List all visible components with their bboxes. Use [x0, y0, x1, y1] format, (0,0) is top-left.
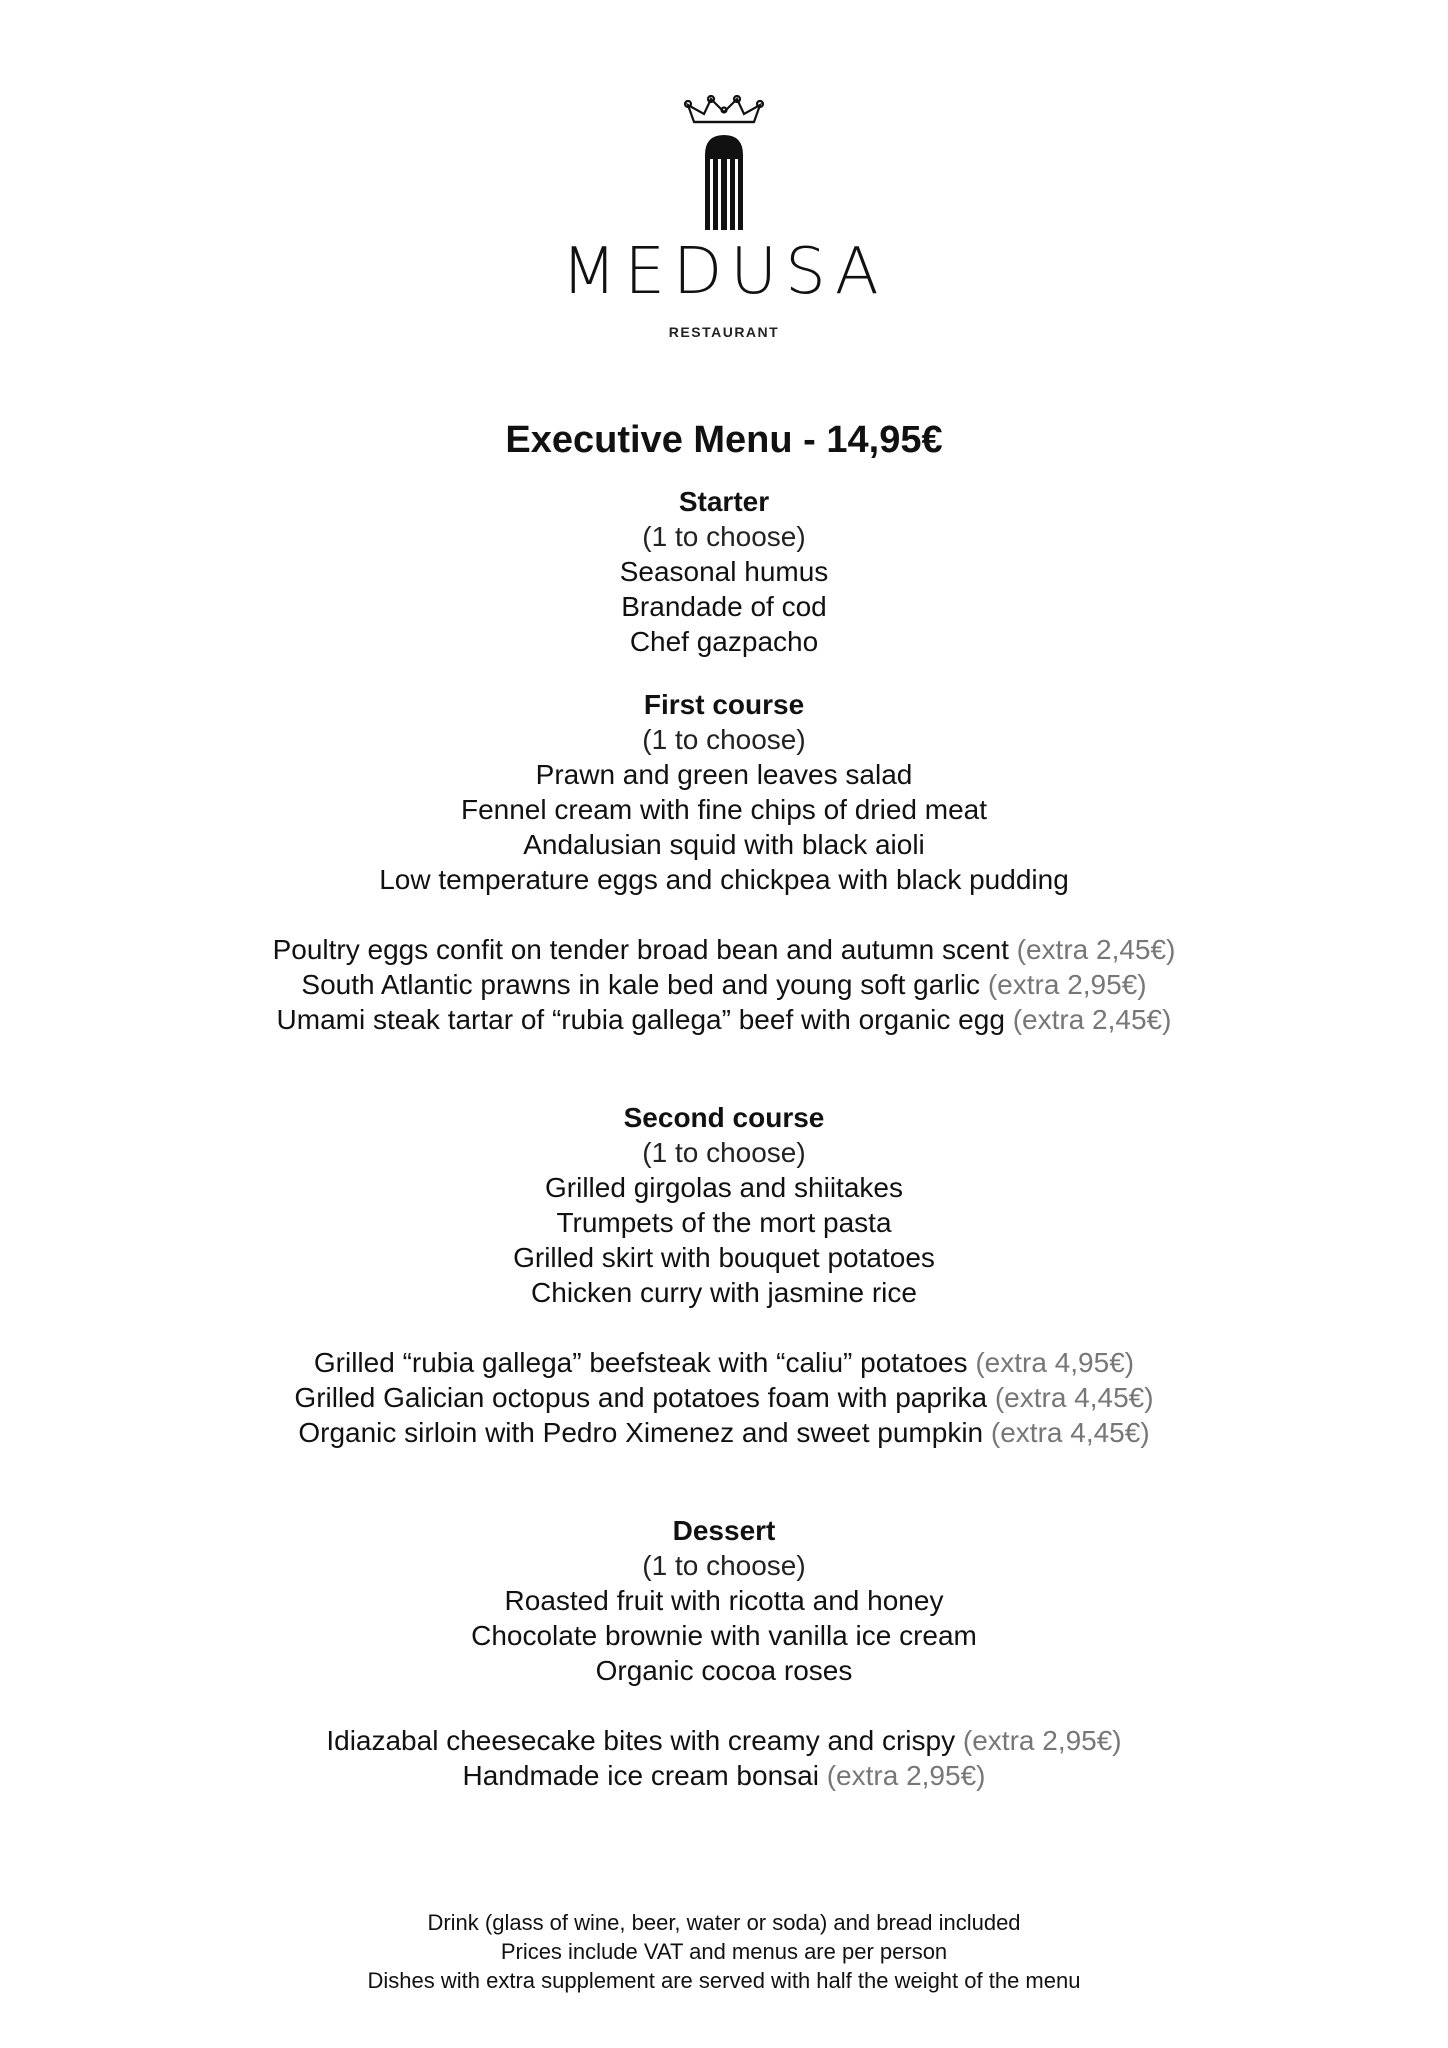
section-title-dessert: Dessert — [672, 1515, 776, 1546]
menu-item-extra — [0, 1723, 1448, 1758]
menu-item-extra — [0, 1380, 1448, 1415]
footer-note: Prices include VAT and menus are per person — [500, 1939, 948, 1964]
menu-item: Chocolate brownie with vanilla ice cream — [471, 1620, 977, 1651]
second-course-section — [0, 1100, 1448, 1450]
menu-item: Prawn and green leaves salad — [535, 759, 913, 790]
extra-price: (extra 2,95€) — [962, 1725, 1122, 1756]
first-course-section — [0, 687, 1448, 1037]
second-course-choose-note: (1 to choose) — [642, 1137, 806, 1168]
extra-item-name: Idiazabal cheesecake bites with creamy and crispy — [326, 1725, 956, 1756]
extra-item-name: Grilled “rubia gallega” beefsteak with “caliu” potatoes — [313, 1347, 968, 1378]
menu-item: Fennel cream with fine chips of dried meat — [460, 794, 988, 825]
first-course-choose-note: (1 to choose) — [642, 724, 806, 755]
extra-price: (extra 4,45€) — [990, 1417, 1150, 1448]
menu-item: Roasted fruit with ricotta and honey — [504, 1585, 944, 1616]
restaurant-logo — [0, 95, 1448, 340]
section-title-second-course: Second course — [623, 1102, 825, 1133]
extra-price: (extra 4,95€) — [975, 1347, 1135, 1378]
menu-item: Grilled girgolas and shiitakes — [545, 1172, 903, 1203]
footer-notes — [0, 1908, 1448, 1995]
extra-item-name: Umami steak tartar of “rubia gallega” beef with organic egg — [276, 1004, 1005, 1035]
menu-item: Seasonal humus — [619, 556, 829, 587]
dessert-choose-note: (1 to choose) — [642, 1550, 806, 1581]
menu-item: Chicken curry with jasmine rice — [531, 1277, 917, 1308]
footer-note: Drink (glass of wine, beer, water or soda) and bread included — [427, 1910, 1021, 1935]
extra-item-name: Poultry eggs confit on tender broad bean and autumn scent — [272, 934, 1009, 965]
menu-content — [0, 410, 1448, 1821]
extra-price: (extra 2,95€) — [987, 969, 1147, 1000]
menu-item: Low temperature eggs and chickpea with black pudding — [379, 864, 1069, 895]
brand-name: MEDUSA — [561, 235, 887, 309]
extra-item-name: South Atlantic prawns in kale bed and young soft garlic — [301, 969, 981, 1000]
extra-price: (extra 2,45€) — [1012, 1004, 1172, 1035]
menu-item-extra — [0, 967, 1448, 1002]
menu-item: Andalusian squid with black aioli — [523, 829, 925, 860]
menu-item-extra — [0, 1415, 1448, 1450]
extra-item-name: Organic sirloin with Pedro Ximenez and sweet pumpkin — [298, 1417, 984, 1448]
starter-choose-note: (1 to choose) — [642, 521, 806, 552]
dessert-section — [0, 1513, 1448, 1793]
extra-item-name: Handmade ice cream bonsai — [462, 1760, 819, 1791]
menu-title: Executive Menu - 14,95€ — [505, 419, 943, 461]
menu-item: Grilled skirt with bouquet potatoes — [513, 1242, 935, 1273]
menu-item: Trumpets of the mort pasta — [556, 1207, 892, 1238]
extra-price: (extra 2,45€) — [1016, 934, 1176, 965]
footer-note: Dishes with extra supplement are served with half the weight of the menu — [367, 1968, 1081, 1993]
extra-item-name: Grilled Galician octopus and potatoes foam with paprika — [294, 1382, 988, 1413]
menu-item: Brandade of cod — [621, 591, 827, 622]
extra-price: (extra 4,45€) — [994, 1382, 1154, 1413]
section-title-starter: Starter — [678, 486, 770, 517]
section-title-first-course: First course — [643, 689, 805, 720]
menu-item-extra — [0, 1345, 1448, 1380]
starter-section — [0, 484, 1448, 659]
crown-fork-icon — [679, 95, 769, 230]
menu-item: Organic cocoa roses — [595, 1655, 853, 1686]
brand-subtitle: RESTAURANT — [668, 324, 780, 340]
menu-item-extra — [0, 1758, 1448, 1793]
menu-item-extra — [0, 932, 1448, 967]
menu-item-extra — [0, 1002, 1448, 1037]
extra-price: (extra 2,95€) — [826, 1760, 986, 1791]
menu-item: Chef gazpacho — [629, 626, 819, 657]
